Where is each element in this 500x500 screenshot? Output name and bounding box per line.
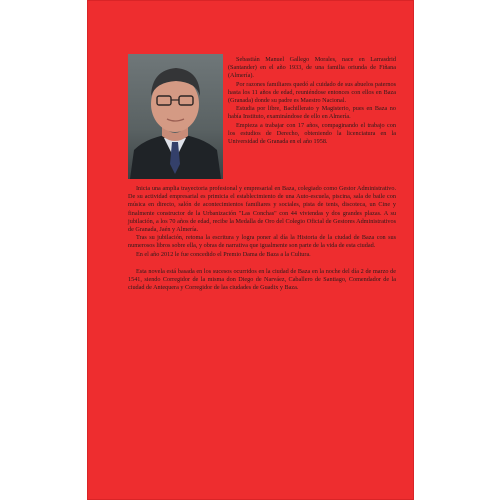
author-bio-top: [228, 56, 396, 146]
author-bio-full: [128, 185, 396, 292]
bio-paragraph: Inicia una amplia trayectoria profesional y empresarial en Baza, colegiado como Gestor Administrativo. De su actividad empresarial es primicia el establecimiento de una Auto-escuela, piscina, sala de baile con música en directo, salón de acontecimientos familiares y sociales, pista de tenis, discoteca, un Cine y finalmente constructor de la Urbanización "Las Conchas" con 44 viviendas y dos grandes plazas. A su jubilación, a los 70 años de edad, recibe la Medalla de Oro del Colegio Oficial de Gestores Administrativos de Granada, Jaén y Almería.: [128, 185, 396, 234]
bio-paragraph: Empieza a trabajar con 17 años, compaginando el trabajo con los estudios de Derecho, obteniendo la licenciatura en la Universidad de Granada en el año 1958.: [228, 121, 396, 146]
novel-summary: Esta novela está basada en los sucesos ocurridos en la ciudad de Baza en la noche del día 2 de marzo de 1541, siendo Corregidor de la misma don Diego de Narváez, Caballero de Santiago, Comendador de la ciudad de Antequera y Corregidor de las ciudades de Guadix y Baza.: [128, 267, 396, 292]
bio-paragraph: Sebastián Manuel Gallego Morales, nace en Larrasdrid (Santander) en el año 1933, de una familia oriunda de Fiñana (Almería).: [228, 56, 396, 80]
bio-paragraph: En el año 2012 le fue concedido el Premio Dama de Baza a la Cultura.: [136, 250, 311, 258]
book-back-cover: [87, 0, 414, 500]
bio-paragraph: Estudia por libre, Bachillerato y Magisterio, pues en Baza no había Instituto, examinándose de ello en Almería.: [228, 105, 396, 121]
bio-paragraph: Por razones familiares quedó al cuidado de sus abuelos paternos hasta los 11 años de edad, reuniéndose entonces con ellos en Baza (Granada) donde su padre es Maestro Nacional.: [228, 80, 396, 105]
bio-paragraph: Tras su jubilación, retoma la escritura y logra poner al día la Historia de la ciudad de Baza con sus numerosos libros sobre ella, y obras de narrativa que igualmente son parte de la vida de esta ciudad.: [128, 234, 396, 250]
author-portrait-photo: [128, 54, 223, 179]
